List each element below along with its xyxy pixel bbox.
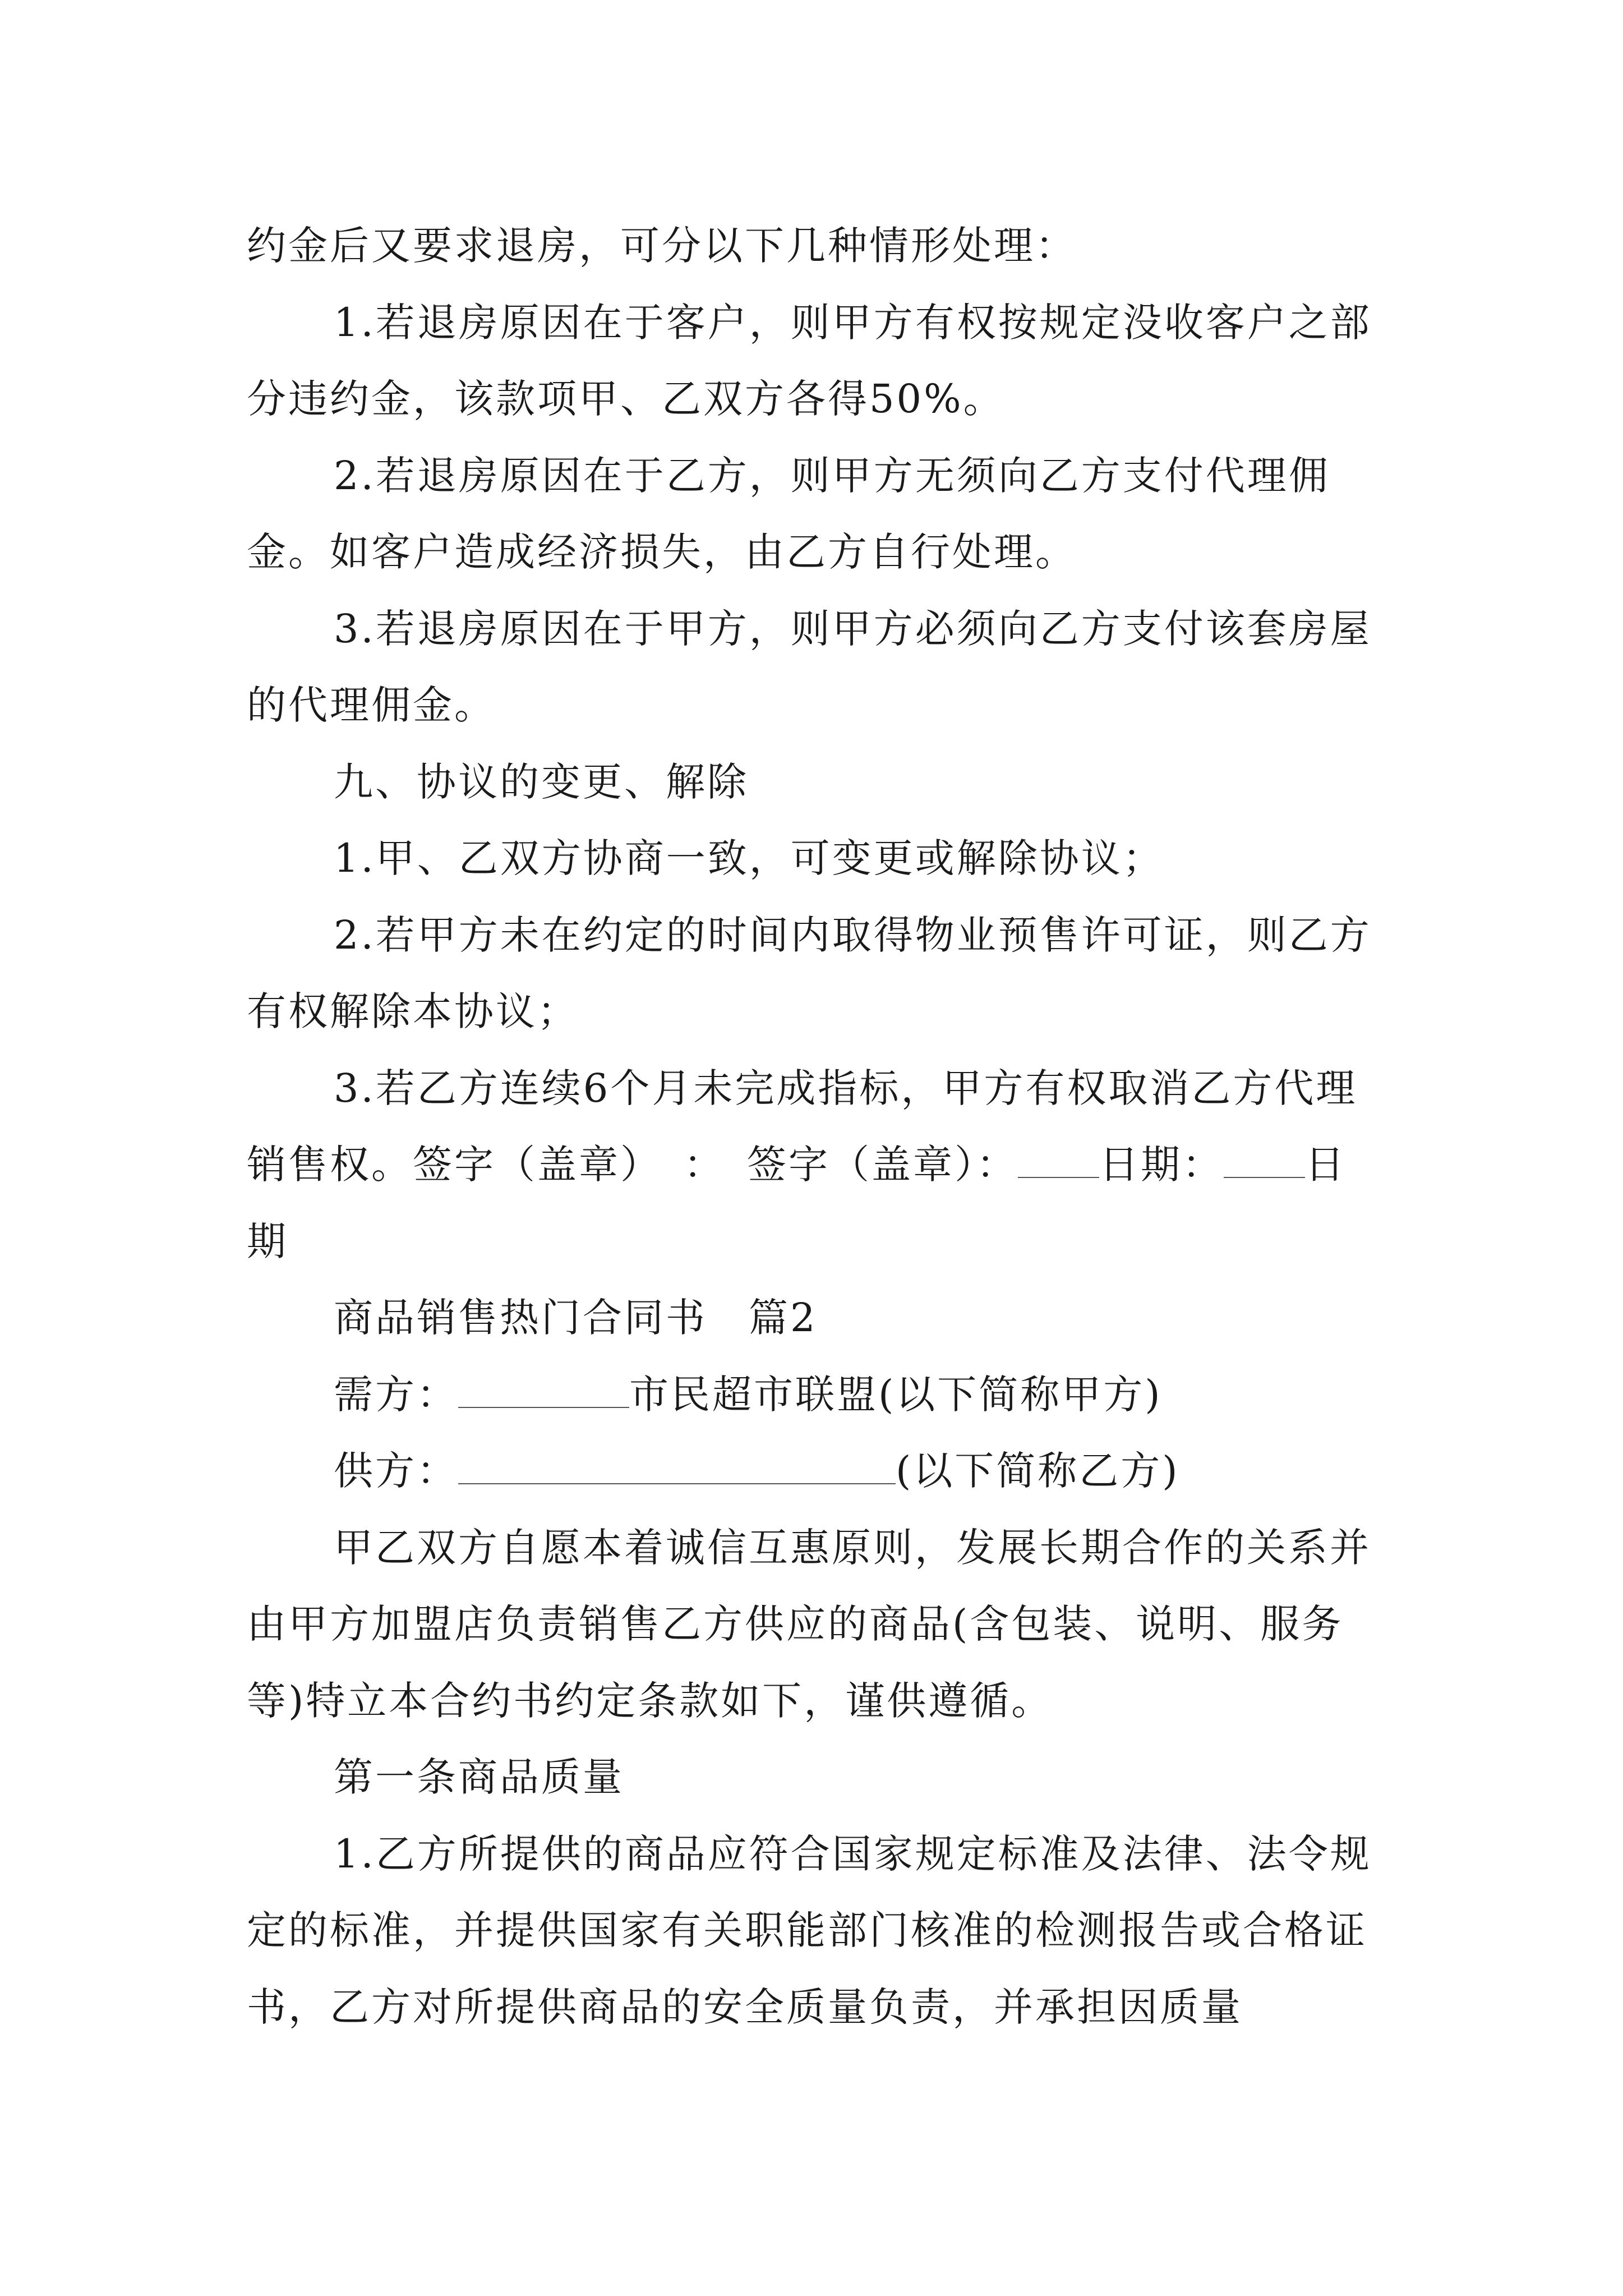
contract-title: 商品销售热门合同书 篇2 bbox=[334, 1295, 818, 1341]
paragraph-preamble: 甲乙双方自愿本着诚信互惠原则，发展长期合作的关系并由甲方加盟店负责销售乙方供应的商品(含包装、说明、服务等)特立本合约书约定条款如下，谨供遵循。 bbox=[247, 1524, 1371, 1724]
paragraph-buyer bbox=[247, 1356, 1385, 1433]
section-heading-change-termination: 九、协议的变更、解除 bbox=[334, 758, 749, 805]
paragraph-refund-customer: 1.若退房原因在于客户，则甲方有权按规定没收客户之部分违约金，该款项甲、乙双方各得50%。 bbox=[247, 299, 1372, 422]
supplier-blank[interactable] bbox=[458, 1448, 896, 1484]
date-label-2: 日期 bbox=[247, 1142, 1347, 1264]
date-label-1: 日期： bbox=[1099, 1142, 1224, 1188]
paragraph-refund-party-a: 3.若退房原因在于甲方，则甲方必须向乙方支付该套房屋的代理佣金。 bbox=[247, 605, 1372, 728]
article-heading-product-quality: 第一条商品质量 bbox=[334, 1754, 624, 1800]
buyer-label: 需方： bbox=[334, 1371, 458, 1418]
buyer-suffix: 市民超市联盟(以下简称甲方) bbox=[629, 1371, 1163, 1418]
paragraph-presale-permit: 2.若甲方未在约定的时间内取得物业预售许可证，则乙方有权解除本协议； bbox=[247, 912, 1372, 1034]
document-body bbox=[247, 208, 1385, 2045]
buyer-blank[interactable] bbox=[458, 1372, 629, 1408]
paragraph-supplier bbox=[247, 1433, 1385, 1510]
date-blank-1[interactable] bbox=[1018, 1142, 1099, 1178]
paragraph-signature-clause bbox=[247, 1050, 1385, 1280]
paragraph-refund-intro: 约金后又要求退房，可分以下几种情形处理： bbox=[247, 223, 1077, 269]
supplier-label: 供方： bbox=[334, 1448, 458, 1494]
supplier-suffix: (以下简称乙方) bbox=[896, 1448, 1180, 1494]
paragraph-quality-standards: 1.乙方所提供的商品应符合国家规定标准及法律、法令规定的标准，并提供国家有关职能部门核准的检测报告或合格证书，乙方对所提供商品的安全质量负责，并承担因质量 bbox=[247, 1830, 1372, 2030]
signature-clause-text: 3.若乙方连续6个月未完成指标，甲方有权取消乙方代理销售权。签字（盖章） ： 签字（盖章）： bbox=[247, 1065, 1358, 1188]
paragraph-refund-party-b: 2.若退房原因在于乙方，则甲方无须向乙方支付代理佣金。如客户造成经济损失，由乙方自行处理。 bbox=[247, 452, 1330, 575]
paragraph-mutual-agreement: 1.甲、乙双方协商一致，可变更或解除协议； bbox=[334, 835, 1164, 881]
date-blank-2[interactable] bbox=[1224, 1142, 1305, 1178]
